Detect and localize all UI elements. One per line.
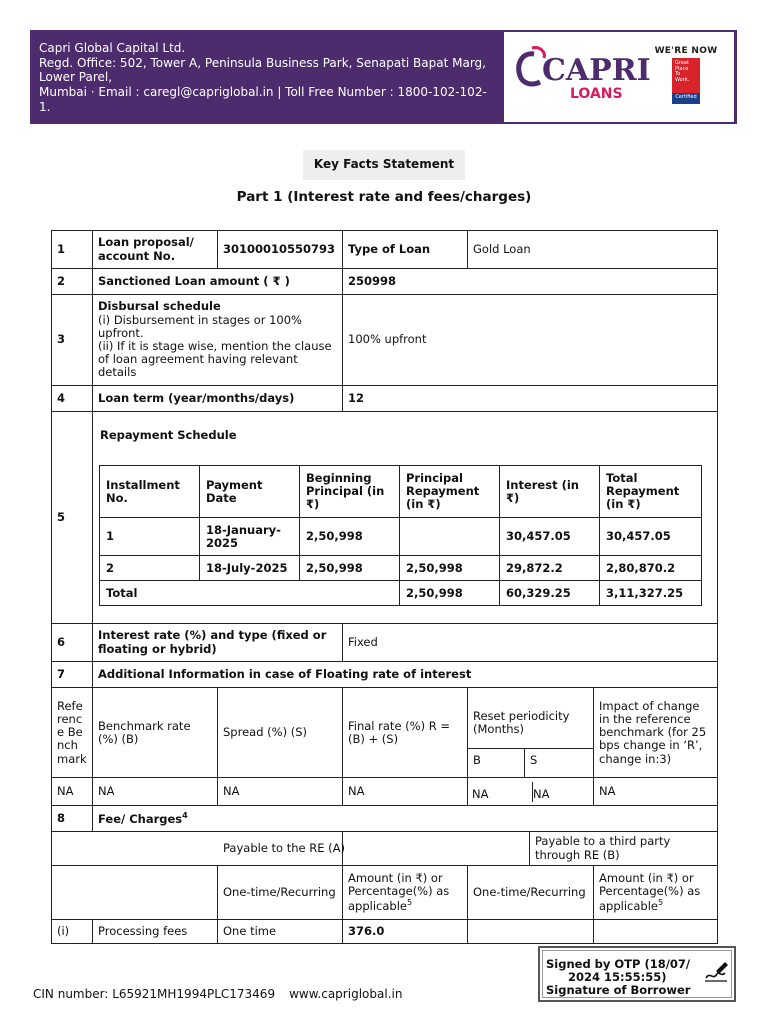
reset-values [468, 782, 593, 801]
row-number: 5 [52, 412, 93, 624]
amount-header-b [594, 865, 718, 919]
signature-box [538, 946, 736, 1002]
benchmark-value: NA [93, 778, 218, 806]
website-link[interactable]: www.capriglobal.in [289, 987, 403, 1001]
cin-number: CIN number: L65921MH1994PLC173469 [33, 987, 276, 1001]
column-header: Payment Date [200, 466, 300, 518]
total-label: Total [100, 581, 400, 606]
registered-address: Regd. Office: 502, Tower A, Peninsula Business Park, Senapati Bapat Marg, Lower Parel, [39, 55, 486, 85]
sanctioned-amount-value: 250998 [343, 269, 718, 295]
interest-rate-value: Fixed [343, 624, 718, 662]
row-number: 3 [52, 295, 93, 386]
schedule-row [100, 556, 702, 581]
footnote-marker: 5 [657, 898, 664, 908]
badge-line: Place [675, 65, 689, 72]
row-number: 8 [52, 806, 93, 832]
footnote-marker: 4 [182, 811, 188, 821]
reset-periodicity-cell [468, 688, 594, 778]
floating-values-row [52, 778, 718, 806]
column-header: Beginning Principal (in ₹) [300, 466, 400, 518]
repayment-schedule-cell [93, 412, 718, 624]
impact-header: Impact of change in the reference benchmark (for 25 bps change in ‘R’, change in:3) [594, 688, 718, 778]
table-cell: 29,872.2 [500, 556, 600, 581]
loan-account-label: Loan proposal/ account No. [93, 231, 218, 269]
table-row [52, 624, 718, 662]
logo-area [504, 32, 734, 122]
reset-b-value: NA [468, 782, 533, 801]
signature-pen-icon [703, 959, 729, 983]
fee-charges-label: Fee/ Charges [98, 812, 183, 827]
loan-term-value: 12 [343, 386, 718, 412]
table-row [52, 412, 718, 624]
signed-by-otp-line: Signed by OTP (18/07/ [546, 957, 691, 971]
table-row [52, 806, 718, 832]
spread-header: Spread (%) (S) [218, 688, 343, 778]
table-cell: 30,457.05 [500, 518, 600, 556]
disbursal-schedule-cell [93, 295, 343, 386]
fee-payee-row [52, 832, 718, 865]
reset-periodicity-wrap [468, 688, 593, 777]
loan-type-label: Type of Loan [343, 231, 468, 269]
floating-rate-label: Additional Information in case of Floating rate of interest [93, 662, 718, 688]
fee-name: Processing fees [93, 919, 218, 943]
benchmark-rate-header: Benchmark rate (%) (B) [93, 688, 218, 778]
blank-cell [52, 865, 218, 919]
footnote-marker: 5 [406, 898, 413, 908]
table-cell [400, 518, 500, 556]
company-info [39, 41, 494, 114]
final-rate-value: NA [343, 778, 468, 806]
contact-info: Mumbai · Email : caregl@capriglobal.in | Toll Free Number : 1800-102-102-1. [39, 84, 487, 114]
table-cell: 30,457.05 [600, 518, 702, 556]
disbursal-line-1: (i) Disbursement in stages or 100% upfront. [98, 312, 302, 340]
spread-value: NA [218, 778, 343, 806]
amount-header-a-text: Amount (in ₹) or Percentage(%) as applicable [348, 870, 450, 913]
reset-b-header: B [468, 749, 525, 777]
floating-header-row [52, 688, 718, 778]
impact-value: NA [594, 778, 718, 806]
payable-re-header [223, 832, 530, 865]
sanctioned-amount-label: Sanctioned Loan amount ( ₹ ) [93, 269, 343, 295]
total-repayment: 3,11,327.25 [600, 581, 702, 606]
table-row [52, 386, 718, 412]
badge-certified: Certified [672, 93, 700, 104]
table-row [52, 295, 718, 386]
reference-benchmark-header: Reference Benchmark [52, 688, 93, 778]
table-cell: 1 [100, 518, 200, 556]
table-cell: 18-January-2025 [200, 518, 300, 556]
table-cell: 2,50,998 [300, 556, 400, 581]
fee-amount: 376.0 [343, 919, 468, 943]
table-row [52, 662, 718, 688]
total-principal: 2,50,998 [400, 581, 500, 606]
table-row [52, 269, 718, 295]
total-interest: 60,329.25 [500, 581, 600, 606]
reset-values-cell [468, 778, 594, 806]
payable-re-text: Payable to the RE (A) [223, 841, 346, 856]
loan-account-value: 30100010550793 [218, 231, 343, 269]
badge-heading: WE'RE NOW [654, 46, 718, 56]
logo-brand-text: CAPRI [542, 53, 651, 88]
table-cell: 2,50,998 [300, 518, 400, 556]
column-header: Principal Repayment (in ₹) [400, 466, 500, 518]
reset-s-value: NA [533, 787, 550, 802]
disbursal-value: 100% upfront [343, 295, 718, 386]
reference-value: NA [52, 778, 93, 806]
row-number: 2 [52, 269, 93, 295]
fee-number: (i) [52, 919, 93, 943]
great-place-to-work-badge [652, 46, 720, 110]
reset-s-header: S [530, 753, 538, 768]
column-header: Total Repayment (in ₹) [600, 466, 702, 518]
table-cell: 18-July-2025 [200, 556, 300, 581]
one-time-recurring-header-b: One-time/Recurring [468, 865, 594, 919]
amount-header-b-text: Amount (in ₹) or Percentage(%) as applicable [599, 870, 701, 913]
badge-line: Great [675, 60, 689, 67]
table-row [52, 231, 718, 269]
disbursal-line-2: (ii) If it is stage wise, mention the clause of loan agreement having relevant details [98, 339, 332, 380]
signed-timestamp: 2024 15:55:55) [568, 970, 667, 985]
fee-subheader-row [52, 865, 718, 919]
repayment-schedule-table [99, 465, 702, 606]
capri-loans-logo [512, 44, 651, 104]
logo-sub-text: LOANS [570, 86, 623, 102]
part-title: Part 1 (Interest rate and fees/charges) [236, 189, 532, 205]
footer [33, 988, 402, 1002]
row-number: 6 [52, 624, 93, 662]
header-banner [30, 30, 737, 124]
row-number: 7 [52, 662, 93, 688]
fee-amount-third-party [594, 919, 718, 943]
document-title: Key Facts Statement [303, 150, 465, 180]
signature-label: Signature of Borrower [546, 983, 691, 998]
fee-type-third-party [468, 919, 594, 943]
fee-type: One time [218, 919, 343, 943]
column-header: Installment No. [100, 466, 200, 518]
table-cell: 2 [100, 556, 200, 581]
fee-charges-label-cell [93, 806, 718, 832]
column-header: Interest (in ₹) [500, 466, 600, 518]
company-name: Capri Global Capital Ltd. [39, 41, 186, 55]
row-number: 1 [52, 231, 93, 269]
loan-term-label: Loan term (year/months/days) [93, 386, 343, 412]
interest-rate-label: Interest rate (%) and type (fixed or floating or hybrid) [93, 624, 343, 662]
reset-subheaders [468, 748, 593, 777]
badge-line: Work. [675, 76, 690, 83]
key-facts-table [51, 230, 718, 944]
table-cell: 2,80,870.2 [600, 556, 702, 581]
fee-row [52, 919, 718, 943]
signature-inner [542, 950, 732, 998]
schedule-row [100, 518, 702, 556]
row-number: 4 [52, 386, 93, 412]
loan-type-value: Gold Loan [468, 231, 718, 269]
badge-line: To [675, 71, 681, 78]
disbursal-label: Disbursal schedule [98, 299, 221, 314]
table-cell: 2,50,998 [400, 556, 500, 581]
reset-periodicity-header: Reset periodicity (Months) [473, 709, 570, 737]
badge-icon [672, 58, 700, 104]
final-rate-header: Final rate (%) R = (B) + (S) [343, 688, 468, 778]
schedule-total-row [100, 581, 702, 606]
schedule-header-row [100, 466, 702, 518]
amount-header-a [343, 865, 468, 919]
repayment-schedule-title: Repayment Schedule [100, 428, 237, 442]
payable-third-header: Payable to a third party through RE (B) [530, 832, 718, 865]
one-time-recurring-header-a: One-time/Recurring [218, 865, 343, 919]
